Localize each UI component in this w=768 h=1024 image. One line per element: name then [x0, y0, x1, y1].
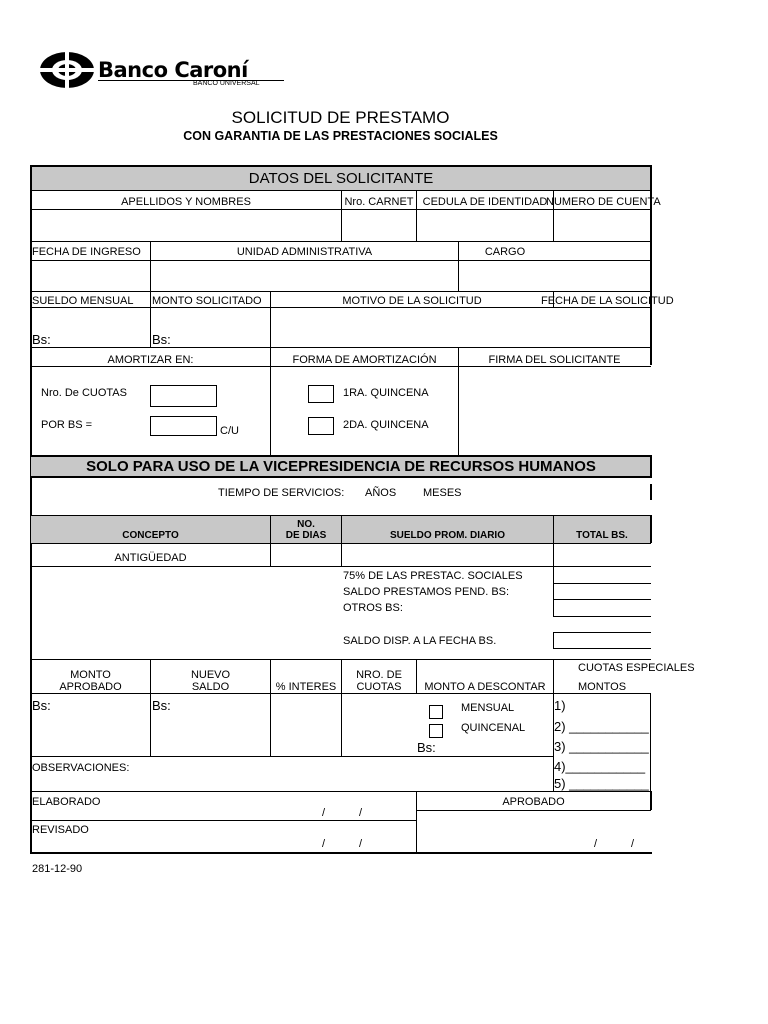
label-interes: % INTERES [275, 681, 337, 693]
field-motivo[interactable] [271, 308, 650, 347]
label-unidad: UNIDAD ADMINISTRATIVA [236, 246, 373, 258]
field-carnet[interactable] [342, 210, 416, 241]
bank-subtitle: BANCO UNIVERSAL [193, 80, 260, 87]
label-tiempo: TIEMPO DE SERVICIOS: [218, 487, 345, 499]
field-apellidos[interactable] [31, 210, 341, 241]
label-amortizar: AMORTIZAR EN: [107, 354, 194, 366]
label-fecha-ingreso: FECHA DE INGRESO [32, 246, 141, 258]
label-monto-l1: MONTO [70, 669, 111, 681]
label-nro-cuotas: Nro. De CUOTAS [41, 387, 127, 399]
label-monto-l2: APROBADO [59, 681, 122, 693]
label-antiguedad: ANTIGÜEDAD [114, 552, 187, 564]
label-montos: MONTOS [578, 681, 627, 693]
label-firma: FIRMA DEL SOLICITANTE [488, 354, 621, 366]
label-elaborado: ELABORADO [32, 796, 101, 808]
saldo-disp-field[interactable] [553, 632, 651, 649]
cuota-item-1: 1) [554, 698, 566, 713]
elaborado-slash-2: / [359, 807, 363, 819]
field-cedula[interactable] [417, 210, 553, 241]
nuevo-saldo-bs: Bs: [152, 698, 171, 713]
cuota-item-3: 3) ___________ [554, 739, 649, 754]
revisado-slash-2: / [359, 838, 363, 850]
label-sueldo: SUELDO MENSUAL [32, 295, 134, 307]
field-cargo[interactable] [459, 261, 650, 291]
label-concepto: CONCEPTO [122, 530, 179, 541]
form-code: 281-12-90 [32, 863, 83, 875]
label-carnet: Nro. CARNET [344, 196, 414, 208]
page-subtitle: CON GARANTIA DE LAS PRESTACIONES SOCIALES [183, 129, 498, 143]
page-title: SOLICITUD DE PRESTAMO [231, 108, 450, 127]
aprobado-slash-1: / [594, 838, 598, 850]
label-revisado: REVISADO [32, 824, 89, 836]
label-por-bs: POR BS = [41, 419, 93, 431]
label-observaciones: OBSERVACIONES: [32, 762, 130, 774]
quincena2-checkbox[interactable] [308, 417, 334, 435]
label-meses: MESES [423, 487, 462, 499]
section-datos-header: DATOS DEL SOLICITANTE [248, 170, 434, 187]
label-total: TOTAL BS. [576, 530, 628, 541]
label-de-dias: DE DIAS [285, 530, 327, 541]
quincena1-checkbox[interactable] [308, 385, 334, 403]
monto-bs-label: Bs: [152, 332, 171, 347]
bank-name: Banco Caroní [98, 58, 248, 82]
label-quincena2: 2DA. QUINCENA [343, 419, 429, 431]
label-nuevo-l1: NUEVO [190, 669, 231, 681]
quincenal-checkbox[interactable] [429, 724, 443, 738]
cuota-item-2: 2) ___________ [554, 719, 649, 734]
cuota-item-4: 4)___________ [554, 759, 646, 774]
label-otros: OTROS BS: [343, 602, 403, 614]
field-fecha-ingreso[interactable] [31, 261, 150, 291]
label-prestac: 75% DE LAS PRESTAC. SOCIALES [343, 570, 523, 582]
firma-area[interactable] [459, 367, 650, 455]
label-quincena1: 1RA. QUINCENA [343, 387, 429, 399]
aprobado-slash-2: / [631, 838, 635, 850]
label-cuotas-esp: CUOTAS ESPECIALES [578, 662, 695, 674]
label-monto-descontar: MONTO A DESCONTAR [424, 681, 546, 693]
label-sueldo-prom: SUELDO PROM. DIARIO [389, 530, 505, 541]
descontar-bs: Bs: [417, 740, 436, 755]
label-cuotas: CUOTAS [356, 681, 402, 693]
sueldo-bs-label: Bs: [32, 332, 51, 347]
mensual-checkbox[interactable] [429, 705, 443, 719]
cuota-item-5: 5) ___________ [554, 776, 649, 791]
label-aprobado: APROBADO [502, 796, 565, 808]
nro-cuotas-input[interactable] [150, 385, 217, 407]
label-nro-de: NRO. DE [356, 669, 402, 681]
label-cuenta: NUMERO DE CUENTA [546, 196, 661, 208]
label-monto-solicitado: MONTO SOLICITADO [152, 295, 262, 307]
label-apellidos: APELLIDOS Y NOMBRES [121, 196, 251, 208]
field-unidad[interactable] [151, 261, 458, 291]
label-nuevo-l2: SALDO [191, 681, 230, 693]
por-bs-input[interactable] [150, 416, 217, 436]
monto-aprobado-bs: Bs: [32, 698, 51, 713]
field-observaciones[interactable] [31, 757, 553, 791]
label-saldo-disp: SALDO DISP. A LA FECHA BS. [343, 635, 497, 647]
field-cuenta[interactable] [554, 210, 650, 241]
label-cargo: CARGO [484, 246, 526, 258]
label-mensual: MENSUAL [461, 702, 515, 714]
label-fecha-solicitud: FECHA DE LA SOLICITUD [541, 295, 674, 307]
label-quincenal: QUINCENAL [461, 722, 526, 734]
label-cu: C/U [220, 425, 239, 437]
label-cedula: CEDULA DE IDENTIDAD [422, 196, 548, 208]
label-motivo: MOTIVO DE LA SOLICITUD [342, 295, 482, 307]
bank-logo-icon [38, 50, 96, 90]
section-rrhh-header: SOLO PARA USO DE LA VICEPRESIDENCIA DE RECURSOS HUMANOS [86, 458, 596, 475]
label-anos: AÑOS [365, 487, 397, 499]
label-saldo-prest: SALDO PRESTAMOS PEND. BS: [343, 586, 510, 598]
label-no: NO. [297, 519, 315, 530]
label-forma: FORMA DE AMORTIZACIÓN [292, 354, 437, 366]
revisado-slash-1: / [322, 838, 326, 850]
elaborado-slash-1: / [322, 807, 326, 819]
